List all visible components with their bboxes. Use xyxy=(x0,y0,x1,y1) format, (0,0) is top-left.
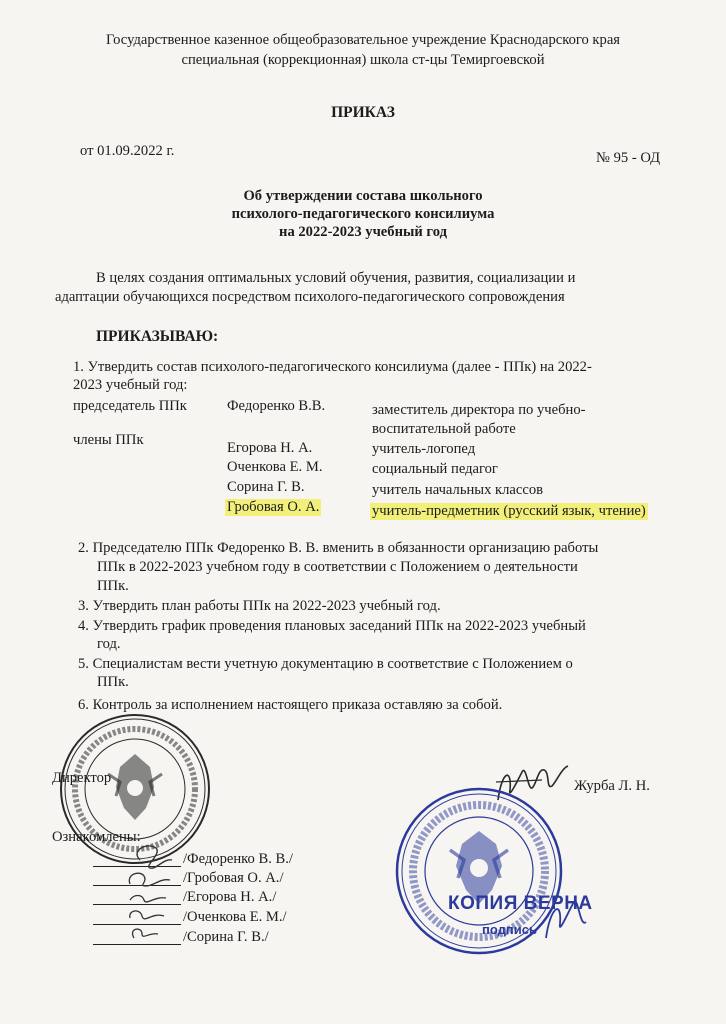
item-2-line-3: ППк. xyxy=(97,578,129,594)
director-name: Журба Л. Н. xyxy=(574,778,650,794)
chair-position-2: воспитательной работе xyxy=(372,421,516,437)
item-1-line-1: 1. Утвердить состав психолого-педагогического консилиума (далее - ППк) на 2022- xyxy=(73,359,592,375)
copy-certified-stamp: КОПИЯ ВЕРНА xyxy=(448,893,593,914)
item-6: 6. Контроль за исполнением настоящего приказа оставляю за собой. xyxy=(78,697,503,713)
item-1-line-2: 2023 учебный год: xyxy=(73,377,188,393)
acquainted-name: /Егорова Н. А./ xyxy=(183,889,277,905)
copy-certified-signature xyxy=(540,888,590,948)
preamble-line-2: адаптации обучающихся посредством психолого-педагогического сопровождения xyxy=(55,289,565,305)
copy-certified-signature-label: подпись xyxy=(482,922,537,937)
blue-seal-stamp xyxy=(394,786,564,956)
acquainted-label: Ознакомлены: xyxy=(52,829,141,845)
acquainted-name: /Федоренко В. В./ xyxy=(183,851,293,867)
item-3: 3. Утвердить план работы ППк на 2022-2023 учебный год. xyxy=(78,598,441,614)
institution-line-2: специальная (коррекционная) школа ст-цы Темиргоевской xyxy=(181,52,545,68)
acquainted-name: /Гробовая О. А./ xyxy=(183,870,284,886)
item-4-line-1: 4. Утвердить график проведения плановых заседаний ППк на 2022-2023 учебный xyxy=(78,618,586,634)
acquainted-name: /Сорина Г. В./ xyxy=(183,929,269,945)
item-2-line-2: ППк в 2022-2023 учебном году в соответствии с Положением о деятельности xyxy=(97,559,578,575)
preamble-line-1: В целях создания оптимальных условий обучения, развития, социализации и xyxy=(96,270,576,286)
member-position: учитель-логопед xyxy=(372,441,476,457)
subject-line-2: психолого-педагогического консилиума xyxy=(231,206,495,222)
item-5-line-2: ППк. xyxy=(97,674,129,690)
document-title: ПРИКАЗ xyxy=(331,104,395,121)
member-name-highlighted: Гробовая О. А. xyxy=(227,499,320,515)
subject-line-3: на 2022-2023 учебный год xyxy=(279,224,447,240)
director-label: Директор xyxy=(52,770,112,786)
item-2-line-1: 2. Председателю ППк Федоренко В. В. вменить в обязанности организацию работы xyxy=(78,540,599,556)
document-date: от 01.09.2022 г. xyxy=(80,143,175,159)
chair-name: Федоренко В.В. xyxy=(227,398,326,414)
member-position: социальный педагог xyxy=(372,461,498,477)
member-name: Егорова Н. А. xyxy=(227,440,313,456)
chair-position-1: заместитель директора по учебно- xyxy=(372,402,586,418)
chair-role: председатель ППк xyxy=(73,398,187,414)
member-name: Сорина Г. В. xyxy=(227,479,305,495)
member-position-highlighted: учитель-предметник (русский язык, чтение) xyxy=(372,503,646,519)
handwritten-signatures xyxy=(100,836,190,948)
item-5-line-1: 5. Специалистам вести учетную документацию в соответствие с Положением о xyxy=(78,656,573,672)
member-name: Оченкова Е. М. xyxy=(227,459,323,475)
order-word: ПРИКАЗЫВАЮ: xyxy=(96,328,219,345)
institution-line-1: Государственное казенное общеобразовательное учреждение Краснодарского края xyxy=(105,32,621,48)
document-number: № 95 - ОД xyxy=(596,150,661,166)
members-role: члены ППк xyxy=(73,432,144,448)
acquainted-name: /Оченкова Е. М./ xyxy=(183,909,287,925)
subject-line-1: Об утверждении состава школьного xyxy=(243,188,483,204)
member-position: учитель начальных классов xyxy=(372,482,544,498)
item-4-line-2: год. xyxy=(97,636,121,652)
